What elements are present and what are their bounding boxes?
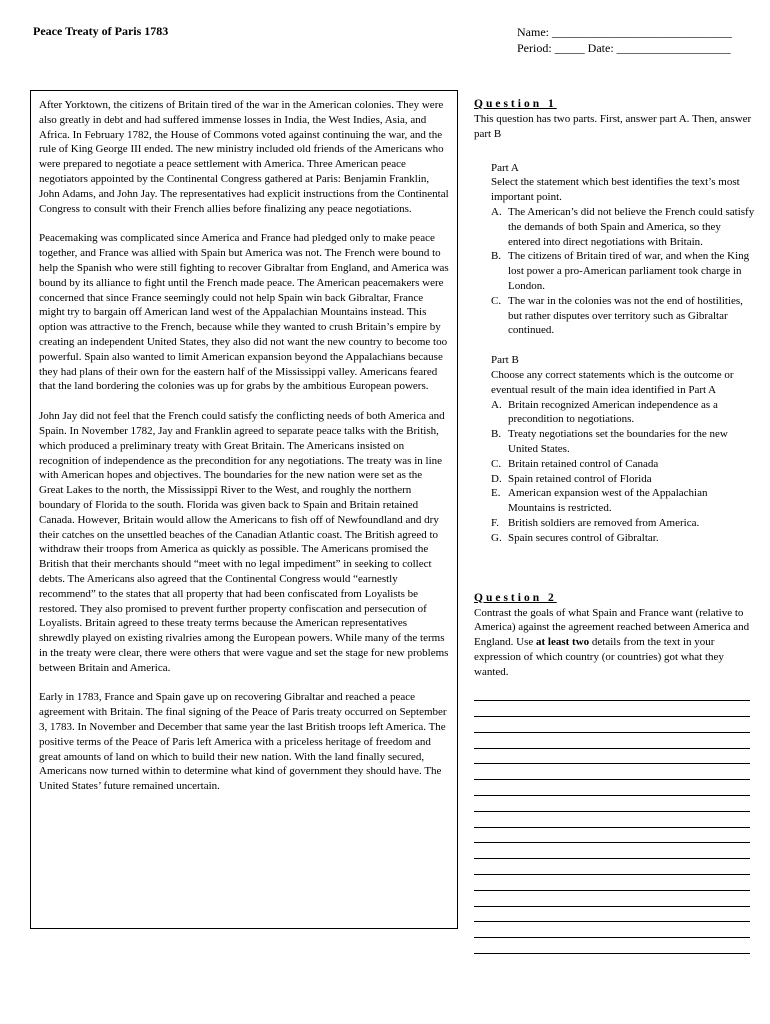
passage-paragraph: After Yorktown, the citizens of Britain tired of the war in the American colonies. They were also greatly in debt and had suffered immense losses in India, the West Indies, Asia, and Africa. In February 1782, the House of Commons voted against continuing the war, and the rule of King George III ended. The new ministry included old friends of the Americans who were prepared to negotiate a peace settlement with America. Three American peace negotiators appointed by the Continental Congress gathered at Paris: Benjamin Franklin, John Adams, and John Jay. The representatives had explicit instructions from the Continental Congress to consult with their French allies before finalizing any peace negotiations. <box>39 99 449 215</box>
answer-line[interactable] <box>474 764 750 780</box>
question-2 <box>474 592 756 955</box>
passage-paragraph: John Jay did not feel that the French could satisfy the conflicting needs of both America and Spain. In November 1782, Jay and Franklin agreed to separate peace talks with the British, which produced a preliminary treaty with Great Britain. The Americans insisted on recognition of independence as the precondition for any negotiations. The treaty was in line with American hopes and objectives. The boundaries for the new nation were set as the Great Lakes to the north, the Mississippi River to the West, and roughly the northern boundary of Florida to the south. Florida was given back to Spain and Britain retained Canada. However, Britain would allow the Americans to fish off of Newfoundland and dry their catches on the unsettled beaches of the Canadian Atlantic coast. The British agreed to withdraw their troops from America as quickly as possible. The Americans promised the British that their merchants should “meet with no legal impediment” in seeking to collect debts. The Americans also agreed that the Continental Congress would “earnestly recommend” to the states that all property that had been confiscated from Loyalists be restored. They also promised to prevent further property confiscation and persecution of Loyalists. Britain agreed to these treaty terms because the American representatives shrewdly played on existing rivalries among the European powers. While many of the terms in the treaty were clear, there were others that were vague and set the stage for new problems between Britain and America. <box>39 410 449 674</box>
answer-line[interactable] <box>474 828 750 844</box>
option-text: Spain secures control of Gibraltar. <box>508 531 659 544</box>
answer-option[interactable] <box>491 516 756 531</box>
part-a <box>491 161 756 339</box>
option-letter: B. <box>491 428 502 441</box>
answer-line[interactable] <box>474 812 750 828</box>
question-2-prompt <box>474 606 756 680</box>
answer-option[interactable] <box>491 205 756 249</box>
option-text: American expansion west of the Appalachian Mountains is restricted. <box>508 487 708 515</box>
student-info-fields <box>517 24 732 56</box>
period-date-field[interactable]: Period: _____ Date: ___________________ <box>517 41 731 55</box>
option-letter: D. <box>491 472 502 485</box>
answer-line[interactable] <box>474 701 750 717</box>
answer-option[interactable] <box>491 531 756 546</box>
part-a-options <box>491 205 756 338</box>
answer-line[interactable] <box>474 843 750 859</box>
answer-line[interactable] <box>474 907 750 923</box>
answer-option[interactable] <box>491 427 756 457</box>
answer-line[interactable] <box>474 733 750 749</box>
option-letter: B. <box>491 250 502 263</box>
answer-line[interactable] <box>474 875 750 891</box>
answer-option[interactable] <box>491 486 756 516</box>
option-text: Britain recognized American independence as a precondition to negotiations. <box>508 398 718 426</box>
answer-line[interactable] <box>474 938 750 954</box>
answer-option[interactable] <box>491 398 756 428</box>
option-letter: F. <box>491 516 499 529</box>
question-2-heading: Question 2 <box>474 591 557 604</box>
option-letter: G. <box>491 531 502 544</box>
answer-line[interactable] <box>474 749 750 765</box>
prompt-text: Contrast the goals of what Spain and France want (relative to America) against the agreement reached between America and England. Use <box>474 606 750 649</box>
question-1-heading: Question 1 <box>474 98 557 110</box>
reading-passage <box>30 90 458 929</box>
answer-option[interactable] <box>491 294 756 338</box>
part-a-label: Part A <box>491 161 519 174</box>
question-1 <box>474 98 756 546</box>
option-letter: E. <box>491 487 501 500</box>
answer-line[interactable] <box>474 796 750 812</box>
option-letter: C. <box>491 457 502 470</box>
part-b-options <box>491 398 756 546</box>
answer-option[interactable] <box>491 457 756 472</box>
option-text: The American’s did not believe the French could satisfy the demands of both Spain and America, so they entered into direct negotiations with Britain. <box>508 205 755 248</box>
prompt-text: details from the text in your expression of which country (or countries) got what they wanted. <box>474 636 724 678</box>
answer-lines[interactable] <box>474 686 756 955</box>
option-letter: A. <box>491 398 502 411</box>
part-b <box>491 353 756 545</box>
questions-column <box>474 98 756 954</box>
answer-line[interactable] <box>474 859 750 875</box>
answer-option[interactable] <box>491 249 756 293</box>
option-text: Britain retained control of Canada <box>508 457 659 470</box>
answer-line[interactable] <box>474 922 750 938</box>
page-title: Peace Treaty of Paris 1783 <box>33 24 169 38</box>
answer-line[interactable] <box>474 686 750 702</box>
question-1-intro: This question has two parts. First, answer part A. Then, answer part B <box>474 113 752 140</box>
prompt-emphasis: at least two <box>536 636 590 649</box>
answer-line[interactable] <box>474 717 750 733</box>
option-text: Spain retained control of Florida <box>508 472 652 485</box>
option-text: Treaty negotiations set the boundaries for the new United States. <box>508 428 728 455</box>
name-field[interactable]: Name: ______________________________ <box>517 25 732 39</box>
passage-paragraph: Early in 1783, France and Spain gave up on recovering Gibraltar and reached a peace agreement with Britain. The final signing of the Peace of Paris treaty occurred on September 3, 1783. In November and December that same year the last British troops left America. The positive terms of the Peace of Paris left America with a priceless heritage of freedom and great amounts of land on which to build their new nation. With the land finally secured, Americans now turned within to determine what kind of government they should have. The United States’ future remained uncertain. <box>39 691 447 793</box>
part-a-prompt: Select the statement which best identifies the text’s most important point. <box>491 176 740 204</box>
passage-paragraph: Peacemaking was complicated since America and France had pledged only to make peace together, and France was allied with Spain but America was not. The French were bound to help the Spanish who were still fighting to recover Gibraltar from England, and America was bound by its alliance to fight until the French made peace. The American peacemakers were concerned that since France seemingly could not help Spain win back Gibraltar, France might try to bargain off American land west of the Appalachian Mountains instead. This option was attractive to the French, because while they wanted to crush Britain’s empire by creating an independent United States, they also did not want the new country to become too powerful. Spain also wanted to limit American expansion beyond the Appalachians because they had plans of their own for the eastern half of the Mississippi valley. Americans feared that the land bordering the colonies was up for grabs by the ambitious European powers. <box>39 232 449 393</box>
answer-line[interactable] <box>474 891 750 907</box>
option-letter: C. <box>491 294 502 307</box>
part-b-prompt: Choose any correct statements which is the outcome or eventual result of the main idea identified in Part A <box>491 368 734 396</box>
option-letter: A. <box>491 205 502 218</box>
option-text: The war in the colonies was not the end of hostilities, but rather disputes over territory such as Gibraltar continued. <box>508 294 743 337</box>
answer-line[interactable] <box>474 780 750 796</box>
option-text: The citizens of Britain tired of war, and when the King lost power a pro-American parliament took charge in London. <box>508 250 750 292</box>
part-b-label: Part B <box>491 354 519 367</box>
option-text: British soldiers are removed from America. <box>508 516 700 529</box>
answer-option[interactable] <box>491 472 756 487</box>
